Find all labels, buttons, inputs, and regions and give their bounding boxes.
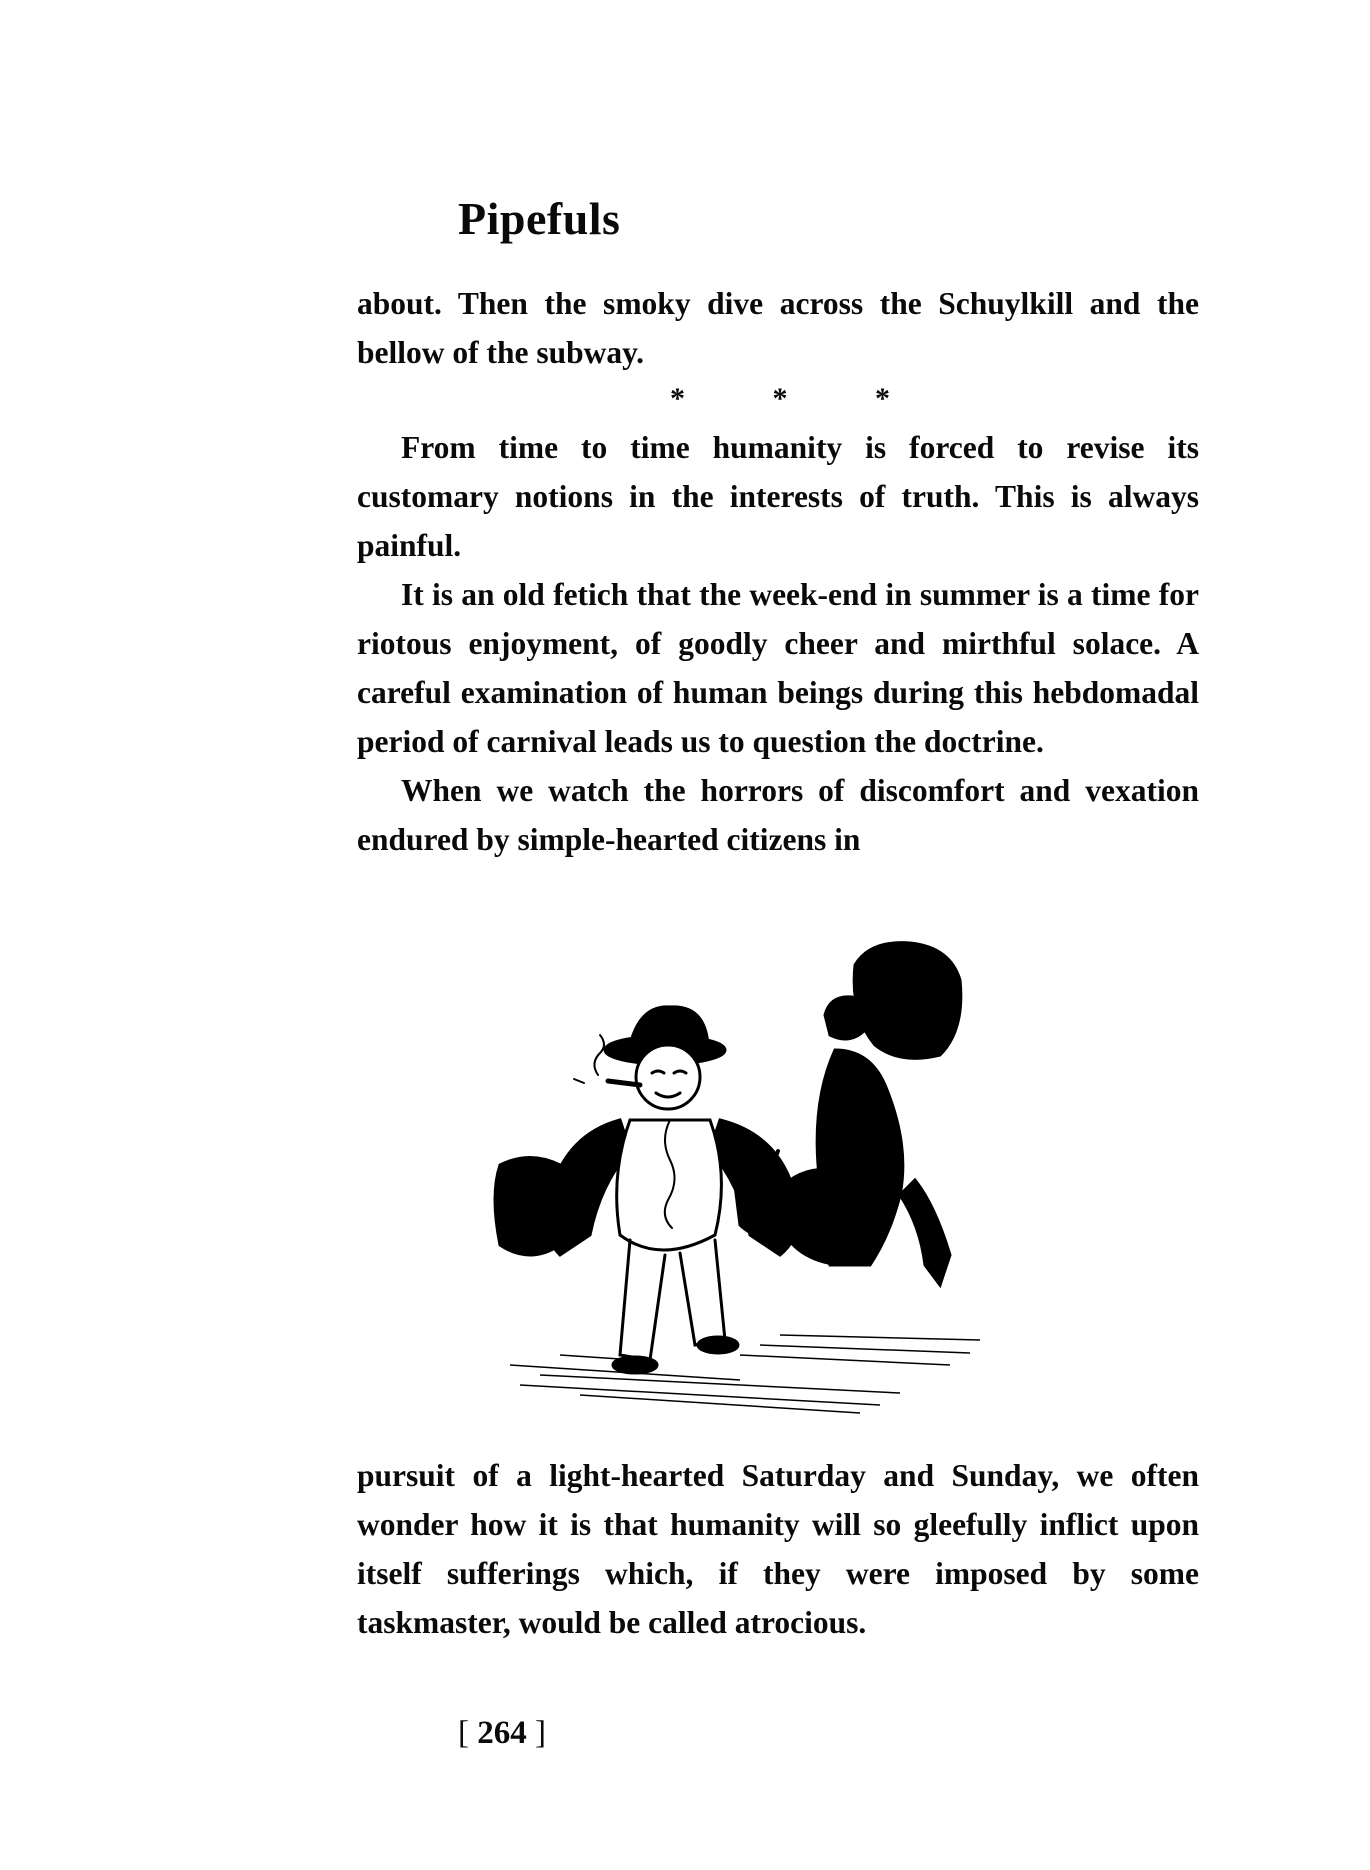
stout-man-figure [495,1007,816,1373]
paragraph: When we watch the horrors of discomfort and vexation endured by simple-hearted citizens in [357,773,1199,857]
text-block-top [357,279,1199,377]
text-block-bottom [357,1451,1199,1647]
page-number: [ 264 ] [458,1715,546,1751]
paragraph: From time to time humanity is forced to revise its customary notions in the interests of truth. This is always painful. [357,430,1199,563]
paragraph: It is an old fetich that the week-end in summer is a time for riotous enjoyment, of goodly cheer and mirthful solace. A careful examination of human beings during this hebdomadal period of carnival leads us to question the doctrine. [357,577,1199,759]
asterisk: * [875,382,890,415]
page-number-value: 264 [477,1715,527,1751]
asterisk: * [772,382,788,415]
paragraph: pursuit of a light-hearted Saturday and Sunday, we often wonder how it is that humanity will so gleefully inflict upon itself sufferings which, if they were imposed by some taskmaster, would be called atrocious. [357,1458,1199,1640]
running-title: Pipefuls [458,193,621,244]
section-break [670,382,890,416]
continuation-paragraph: about. Then the smoky dive across the Schuylkill and the bellow of the subway. [357,286,1199,370]
cartoon-illustration [480,935,1050,1430]
asterisk: * [670,382,685,415]
text-block-middle [357,423,1199,864]
ground-hatching [510,1335,980,1413]
porter-figure [780,943,961,1285]
